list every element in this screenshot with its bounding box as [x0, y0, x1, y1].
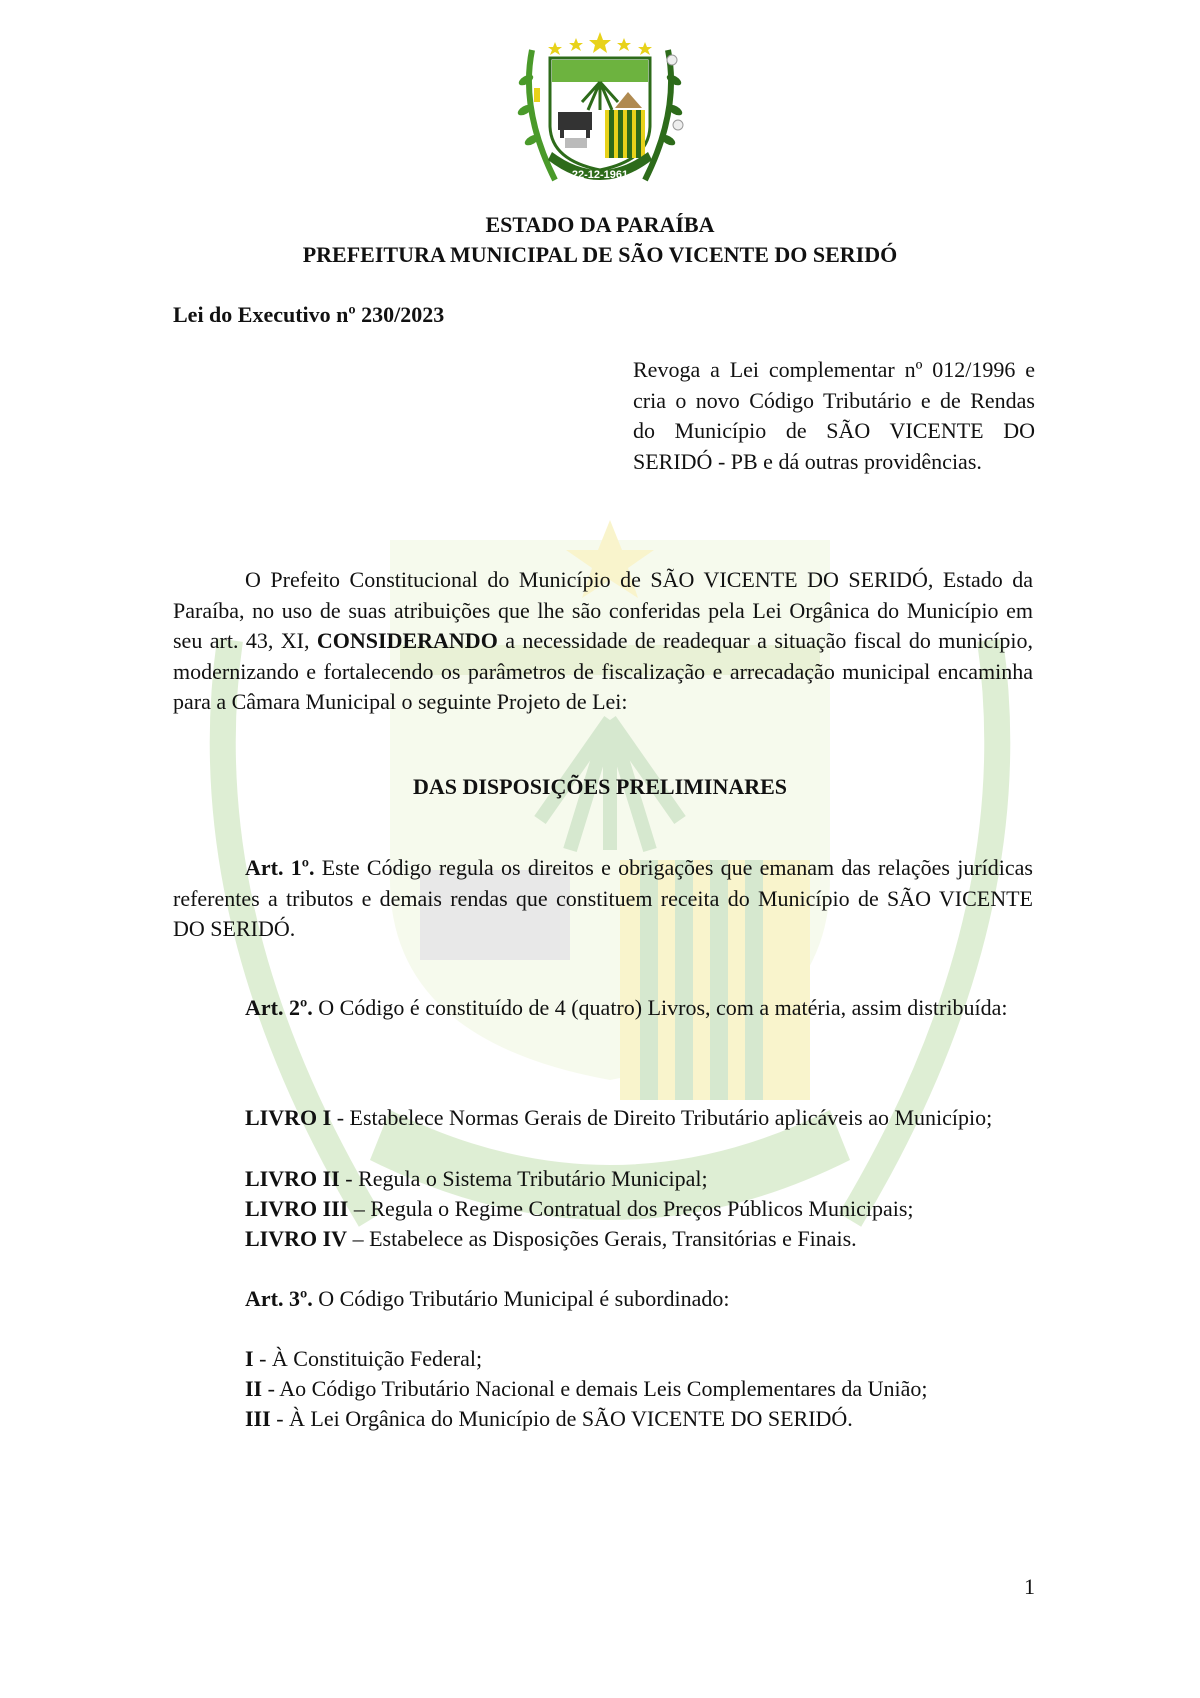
preamble-keyword: CONSIDERANDO: [316, 628, 498, 653]
article-2-label: Art. 2º.: [245, 995, 313, 1020]
inciso-label: I: [245, 1346, 254, 1371]
article-1-text: Este Código regula os direitos e obrigações que emanam das relações jurídicas referentes a tributos e demais rendas que constituem receita do Município de SÃO VICENTE DO SERIDÓ.: [173, 855, 1033, 941]
state-heading: ESTADO DA PARAÍBA: [485, 212, 715, 237]
inciso-label: II: [245, 1376, 263, 1401]
preamble-text-1: O Prefeito Constitucional do Município de SÃO VICENTE DO SERIDÓ, Estado da Paraíba, no uso de suas atribuições que lhe são conferidas pela Lei Orgânica do Município em seu art. 43, XI,: [173, 567, 1033, 653]
law-number: Lei do Executivo nº 230/2023: [173, 302, 445, 327]
livro-item: [173, 1103, 1033, 1134]
inciso-text: - Ao Código Tributário Nacional e demais Leis Complementares da União;: [262, 1376, 928, 1401]
article-1-label: Art. 1º.: [245, 855, 315, 880]
livro-label: LIVRO II: [245, 1166, 340, 1191]
livro-text: – Regula o Regime Contratual dos Preços Públicos Municipais;: [348, 1196, 914, 1221]
inciso-item: [245, 1404, 1035, 1435]
inciso-label: III: [245, 1406, 271, 1431]
livro-label: LIVRO III: [245, 1196, 349, 1221]
article-2: [173, 993, 1033, 1024]
livro-text: - Regula o Sistema Tributário Municipal;: [339, 1166, 708, 1191]
inciso-item: [245, 1344, 1035, 1375]
livro-text: – Estabelece as Disposições Gerais, Transitórias e Finais.: [347, 1226, 857, 1251]
livro-text: - Estabelece Normas Gerais de Direito Tributário aplicáveis ao Município;: [331, 1105, 993, 1130]
article-1: [173, 853, 1033, 945]
ementa: Revoga a Lei complementar nº 012/1996 e cria o novo Código Tributário e de Rendas do Município de SÃO VICENTE DO SERIDÓ - PB e dá outras providências.: [633, 357, 1035, 474]
preamble-paragraph: [173, 565, 1033, 718]
inciso-text: - À Lei Orgânica do Município de SÃO VICENTE DO SERIDÓ.: [270, 1406, 853, 1431]
livro-label: LIVRO I: [245, 1105, 332, 1130]
crest-date: 22-12-1961: [571, 169, 629, 181]
preamble-text-2: a necessidade de readequar a situação fiscal do município, modernizando e fortalecendo os parâmetros de fiscalização e arrecadação municipal encaminha para a Câmara Municipal o seguinte Projeto de Lei:: [173, 628, 1034, 714]
inciso-text: - À Constituição Federal;: [253, 1346, 483, 1371]
livro-label: LIVRO IV: [245, 1226, 348, 1251]
article-3-label: Art. 3º.: [245, 1286, 313, 1311]
article-3-text: O Código Tributário Municipal é subordinado:: [312, 1286, 730, 1311]
prefecture-heading: PREFEITURA MUNICIPAL DE SÃO VICENTE DO SERIDÓ: [302, 242, 898, 267]
livro-item: [245, 1164, 1035, 1195]
article-2-text: O Código é constituído de 4 (quatro) Livros, com a matéria, assim distribuída:: [312, 995, 1008, 1020]
livro-item: [245, 1194, 1035, 1225]
article-3: [245, 1284, 1035, 1315]
inciso-item: [245, 1374, 1035, 1405]
livro-item: [245, 1224, 1035, 1255]
municipal-crest-logo: [510, 30, 690, 200]
page-number: 1: [1024, 1574, 1035, 1599]
section-title: DAS DISPOSIÇÕES PRELIMINARES: [412, 774, 788, 799]
